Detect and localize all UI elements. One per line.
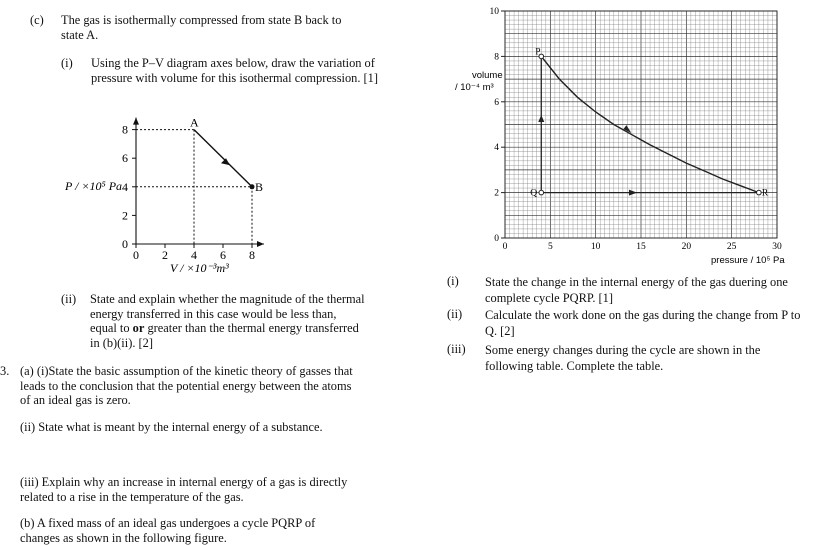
pv-x-arrowhead: [257, 241, 264, 247]
right-i-label: (i): [447, 274, 459, 288]
pqrp-point-p-label: P: [535, 47, 541, 58]
pqrp-y-tick-label: 4: [494, 143, 499, 154]
pv-x-tick-label: 8: [249, 248, 255, 262]
pv-point-b-label: B: [255, 179, 264, 194]
pv-y-arrowhead: [133, 118, 139, 125]
q3-b-text: (b) A fixed mass of an ideal gas undergoes a cycle PQRP of changes as shown in the following figure.: [20, 516, 316, 545]
pv-ticks: [122, 123, 255, 262]
pqrp-x-tick-label: 5: [547, 242, 553, 252]
pv-point-b: [250, 184, 255, 189]
right-iii-label: (iii): [447, 342, 466, 356]
pqrp-x-tick-label: 0: [502, 242, 508, 252]
pqrp-x-tick-label: 15: [636, 242, 646, 252]
part-c-ii-text-b: greater than the thermal energy transferred in (b)(ii). [2]: [90, 321, 359, 350]
q3-number: 3.: [0, 364, 10, 378]
pv-direction-arrow: [221, 158, 230, 165]
q3-a-iii-text: (iii) Explain why an increase in internal energy of a gas is directly related to a rise in the temperature of the gas.: [20, 475, 348, 504]
pv-x-tick-label: 2: [162, 248, 168, 262]
part-c-text: The gas is isothermally compressed from state B back to state A.: [61, 13, 342, 42]
pqrp-arrow-pq: [538, 115, 544, 122]
pv-lines: [136, 130, 252, 244]
right-i-text: State the change in the internal energy of the gas duering one complete cycle PQRP. [1]: [485, 275, 788, 305]
part-c-ii-text-a: State and explain whether the magnitude of the thermal energy transferred in this case would be less than, equal to: [90, 292, 365, 335]
pqrp-y-tick-label: 8: [494, 52, 499, 63]
pv-point-a-label: A: [190, 115, 199, 130]
q3-a-ii-text: (ii) State what is meant by the internal energy of a substance.: [20, 420, 323, 434]
pv-x-tick-label: 4: [191, 248, 197, 262]
q3-a-i-text: (a) (i)State the basic assumption of the kinetic theory of gasses that leads to the conclusion that the potential energy between the atoms of an ideal gas is zero.: [20, 364, 353, 407]
pv-y-tick-label: 8: [122, 122, 128, 137]
right-ii-label: (ii): [447, 307, 463, 321]
pv-x-tick-label: 0: [133, 248, 139, 262]
pv-y-tick-label: 2: [122, 208, 128, 223]
pqrp-lines: [538, 56, 759, 195]
pqrp-x-tick-label: 25: [726, 242, 737, 252]
right-ii-text: Calculate the work done on the gas during the change from P to Q. [2]: [485, 308, 801, 338]
pqrp-chart: [440, 0, 816, 272]
pqrp-xlabel: pressure / 10⁵ Pa: [711, 255, 785, 266]
pv-axes: [133, 115, 264, 247]
pqrp-y-tick-label: 0: [494, 234, 499, 244]
pqrp-ylabel-line2: / 10⁻⁴ m³: [455, 82, 494, 93]
part-c-label: (c): [30, 13, 44, 27]
pv-diagram: [60, 112, 310, 287]
pqrp-point-q-label: Q: [530, 188, 538, 199]
pv-xlabel: V / ×10⁻³m³: [170, 261, 229, 275]
pv-y-tick-label: 0: [122, 237, 128, 251]
pqrp-x-tick-label: 30: [772, 242, 782, 252]
pqrp-y-tick-label: 10: [489, 7, 499, 17]
part-c-i-label: (i): [61, 56, 73, 70]
pqrp-y-tick-label: 2: [494, 188, 499, 199]
pv-y-tick-label: 4: [122, 179, 128, 194]
part-c-i-text: Using the P–V diagram axes below, draw the variation of pressure with volume for this isothermal compression. [1]: [91, 56, 378, 85]
pqrp-point-q: [539, 190, 544, 195]
pqrp-arrow-qr: [629, 190, 637, 196]
pqrp-ylabel-line1: volume: [472, 70, 503, 81]
pqrp-y-tick-label: 6: [494, 97, 499, 108]
pv-ylabel: P / ×10⁵ Pa: [65, 179, 123, 193]
pqrp-x-tick-label: 20: [681, 242, 692, 252]
part-c-ii-label: (ii): [61, 292, 77, 306]
part-c-ii-or: or: [132, 321, 145, 335]
pqrp-point-r: [757, 190, 762, 195]
pqrp-grid: [505, 11, 777, 238]
pv-y-tick-label: 6: [122, 151, 128, 166]
pv-process-line: [194, 130, 252, 187]
pv-x-tick-label: 6: [220, 248, 226, 262]
pqrp-point-r-label: R: [761, 188, 769, 199]
pv-points: [190, 116, 263, 194]
right-iii-text: Some energy changes during the cycle are shown in the following table. Complete the table.: [485, 343, 761, 373]
pqrp-x-tick-label: 10: [590, 242, 601, 252]
part-c-ii-text: [90, 292, 365, 350]
